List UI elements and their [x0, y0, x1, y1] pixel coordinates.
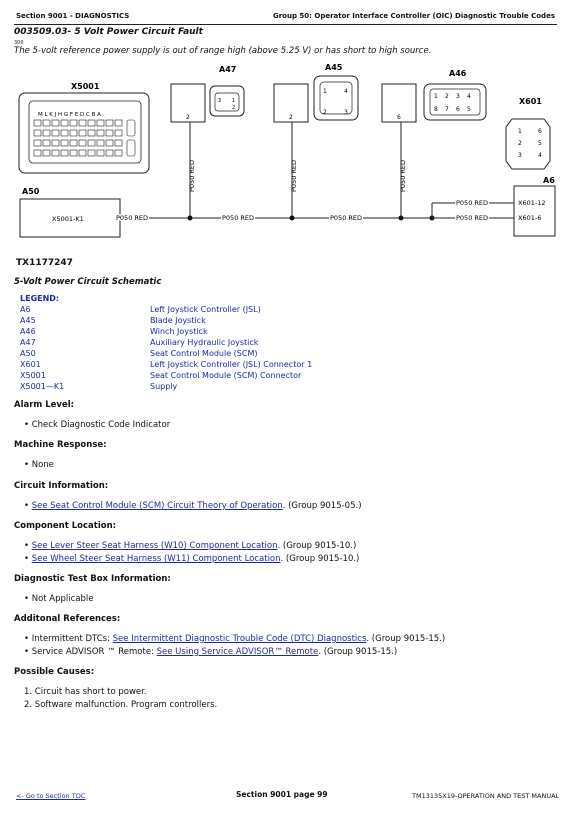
legend-desc: Blade Joystick [150, 316, 206, 325]
svg-text:3: 3 [344, 109, 348, 116]
svg-text:X601-6: X601-6 [518, 214, 542, 222]
cause-item: 2. Software malfunction. Program controllers. [24, 700, 218, 710]
wire-label-a6-bottom: P050 RED [456, 214, 489, 222]
component-heading: Component Location: [14, 521, 117, 531]
svg-text:8: 8 [434, 106, 438, 113]
a47-label: A47 [219, 65, 237, 74]
circuit-theory-link[interactable]: See Seat Control Module (SCM) Circuit Theory of Operation [31, 501, 283, 511]
testbox-heading: Diagnostic Test Box Information: [14, 574, 171, 584]
svg-text:1: 1 [232, 98, 236, 104]
header-section: Section 9001 - DIAGNOSTICS [16, 12, 130, 20]
legend-code: X601 [20, 360, 41, 369]
legend-desc: Seat Control Module (SCM) Connector [150, 371, 302, 380]
figure-caption: 5-Volt Power Circuit Schematic [14, 277, 162, 287]
machine-heading: Machine Response: [14, 440, 107, 450]
additional-item: • Service ADVISOR ™ Remote: See Using Service ADVISOR™ Remote. (Group 9015-15.) [24, 647, 398, 657]
testbox-item: • Not Applicable [24, 594, 94, 604]
header-group: Group 50: Operator Interface Controller (OIC) Diagnostic Trouble Codes [272, 12, 555, 20]
page-header [14, 10, 557, 25]
svg-text:6: 6 [397, 114, 401, 121]
alarm-item: • Check Diagnostic Code Indicator [24, 420, 171, 430]
legend-title: LEGEND: [20, 294, 60, 303]
x5001-label: X5001 [71, 82, 100, 91]
svg-text:X601-12: X601-12 [518, 199, 546, 207]
wire-label-a46: P050 RED [399, 159, 407, 192]
svg-text:4: 4 [538, 152, 542, 159]
svg-text:6: 6 [456, 106, 460, 113]
legend-code: X5001 [20, 371, 46, 380]
x5001-connector [19, 93, 149, 173]
circuit-schematic [14, 62, 559, 257]
svg-text:1: 1 [434, 93, 438, 100]
cause-item: 1. Circuit has short to power. [24, 687, 147, 697]
svg-text:X5001-K1: X5001-K1 [52, 215, 84, 223]
intermittent-dtc-link[interactable]: See Intermittent Diagnostic Trouble Code (DTC) Diagnostics [112, 634, 367, 644]
legend-code: A47 [20, 338, 36, 347]
svg-text:2: 2 [186, 114, 190, 121]
w10-location-link[interactable]: See Lever Steer Seat Harness (W10) Component Location [31, 541, 278, 551]
legend-desc: Seat Control Module (SCM) [150, 349, 258, 358]
page-title: 003509.03- 5 Volt Power Circuit Fault [14, 27, 203, 37]
alarm-heading: Alarm Level: [14, 400, 75, 410]
circuit-item: • See Seat Control Module (SCM) Circuit Theory of Operation. (Group 9015-05.) [24, 501, 362, 511]
machine-item: • None [24, 460, 54, 470]
a6-module [514, 186, 555, 236]
svg-text:7: 7 [445, 106, 449, 113]
svg-text:2: 2 [323, 109, 327, 116]
x5001-pin-letters: M L K J H G F E D C B A [38, 112, 101, 118]
legend-code: A6 [20, 305, 31, 314]
figure-id: TX1177247 [16, 258, 73, 268]
legend-desc: Winch Joystick [150, 327, 208, 336]
svg-text:3: 3 [456, 93, 460, 100]
svg-text:1: 1 [323, 88, 327, 95]
legend-desc: Left Joystick Controller (JSL) [150, 305, 261, 314]
component-item: • See Lever Steer Seat Harness (W10) Component Location. (Group 9015-10.) [24, 541, 357, 551]
legend-code: A50 [20, 349, 36, 358]
manual-id: TM13135X19-OPERATION AND TEST MANUAL [412, 792, 560, 800]
svg-text:6: 6 [538, 128, 542, 135]
wire-label-a6-top: P050 RED [456, 199, 489, 207]
wire-label-a45: P050 RED [290, 159, 298, 192]
section-toc-link[interactable]: <- Go to Section TOC [16, 792, 86, 800]
x601-connector [506, 119, 550, 169]
circuit-heading: Circuit Information: [14, 481, 109, 491]
svg-text:2: 2 [518, 140, 522, 147]
wire-label-a47: P050 RED [188, 159, 196, 192]
a6-label: A6 [543, 176, 555, 185]
wire-label-bus-3: P050 RED [330, 214, 363, 222]
svg-text:3: 3 [218, 98, 222, 104]
a45-label: A45 [325, 63, 343, 72]
a45-connector [314, 76, 358, 120]
wire-label-bus-1: P050 RED [116, 214, 149, 222]
wire-label-bus-2: P050 RED [222, 214, 255, 222]
svg-text:2: 2 [232, 105, 236, 111]
additional-item: • Intermittent DTCs: See Intermittent Diagnostic Trouble Code (DTC) Diagnostics. (Group 9015-15.) [24, 634, 446, 644]
causes-heading: Possible Causes: [14, 667, 95, 677]
service-advisor-link[interactable]: See Using Service ADVISOR™ Remote [156, 647, 319, 657]
svg-text:2: 2 [445, 93, 449, 100]
svg-text:1: 1 [518, 128, 522, 135]
page-number: Section 9001 page 99 [236, 790, 328, 799]
legend-desc: Auxiliary Hydraulic Joystick [150, 338, 259, 347]
component-item: • See Wheel Steer Seat Harness (W11) Component Location. (Group 9015-10.) [24, 554, 360, 564]
svg-text:5: 5 [538, 140, 542, 147]
a46-connector [424, 84, 486, 120]
svg-text:5: 5 [467, 106, 471, 113]
a46-label: A46 [449, 69, 467, 78]
legend-desc: Left Joystick Controller (JSL) Connector 1 [150, 360, 313, 369]
svg-text:3: 3 [518, 152, 522, 159]
svg-text:2: 2 [289, 114, 293, 121]
w11-location-link[interactable]: See Wheel Steer Seat Harness (W11) Component Location [31, 554, 281, 564]
legend-code: A46 [20, 327, 36, 336]
svg-text:4: 4 [467, 93, 471, 100]
x601-label: X601 [519, 97, 542, 106]
legend-code: A45 [20, 316, 36, 325]
fault-description: The 5-volt reference power supply is out of range high (above 5.25 V) or has short to high source. [14, 46, 432, 56]
a50-label: A50 [22, 187, 40, 196]
topic-code: 306 [14, 40, 24, 46]
legend-desc: Supply [150, 382, 178, 391]
svg-text:4: 4 [344, 88, 348, 95]
additional-heading: Additonal References: [14, 614, 121, 624]
legend-code: X5001—K1 [20, 382, 65, 391]
